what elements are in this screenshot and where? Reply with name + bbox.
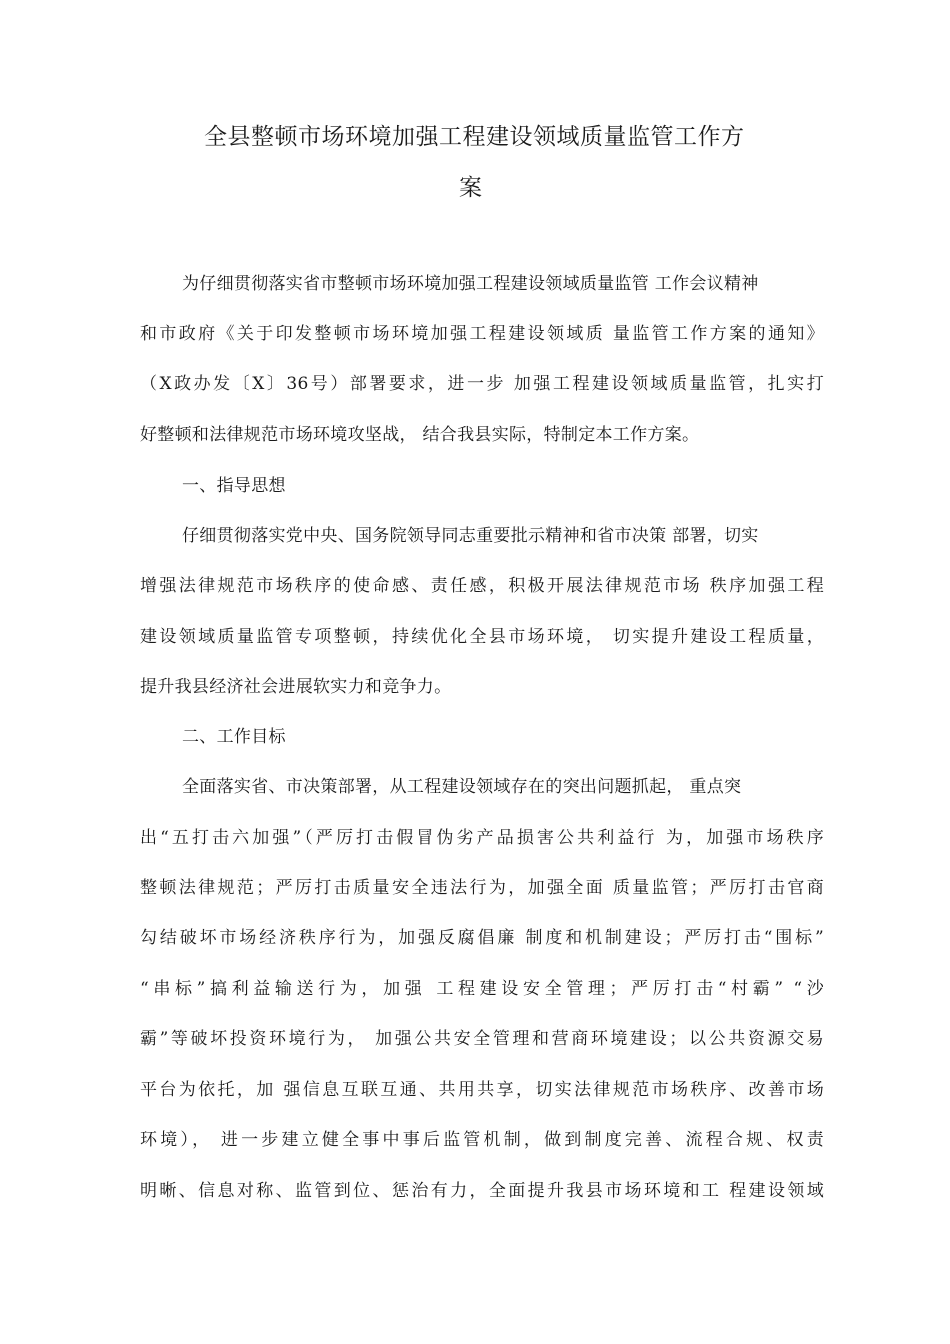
guiding-line: 增强法律规范市场秩序的使命感、责任感，积极开展法律规范市场 秩序加强工程	[140, 576, 824, 596]
goals-line: 整顿法律规范；严厉打击质量安全违法行为，加强全面 质量监管；严厉打击官商	[140, 878, 824, 898]
intro-line: （X政办发〔X〕36号）部署要求，进一步 加强工程建设领域质量监管，扎实打	[140, 374, 824, 394]
guiding-line: 提升我县经济社会进展软实力和竞争力。	[140, 677, 452, 697]
guiding-line: 仔细贯彻落实党中央、国务院领导同志重要批示精神和省市决策 部署，切实	[182, 526, 759, 546]
goals-line: “串标”搞利益输送行为，加强 工程建设安全管理；严厉打击“村霸” “沙	[140, 979, 824, 999]
intro-line: 和市政府《关于印发整顿市场环境加强工程建设领域质 量监管工作方案的通知》	[140, 324, 824, 344]
guiding-line: 建设领域质量监管专项整顿，持续优化全县市场环境， 切实提升建设工程质量，	[140, 627, 824, 647]
goals-line: 出“五打击六加强”（严厉打击假冒伪劣产品损害公共利益行 为，加强市场秩序	[140, 828, 824, 848]
goals-line: 霸”等破坏投资环境行为， 加强公共安全管理和营商环境建设；以公共资源交易	[140, 1029, 824, 1049]
goals-line: 环境）， 进一步建立健全事中事后监管机制，做到制度完善、流程合规、权责	[140, 1130, 824, 1150]
section-heading-goals: 二、工作目标	[182, 727, 286, 747]
document-title-line-1: 全县整顿市场环境加强工程建设领域质量监管工作方	[204, 124, 745, 150]
goals-line: 明晰、信息对称、监管到位、惩治有力，全面提升我县市场环境和工 程建设领域	[140, 1181, 824, 1201]
goals-line: 勾结破坏市场经济秩序行为，加强反腐倡廉 制度和机制建设；严厉打击“围标”	[140, 928, 824, 948]
document-title-line-2: 案	[459, 175, 483, 201]
goals-line: 平台为依托，加 强信息互联互通、共用共享，切实法律规范市场秩序、改善市场	[140, 1080, 824, 1100]
intro-line: 好整顿和法律规范市场环境攻坚战， 结合我县实际，特制定本工作方案。	[140, 425, 700, 445]
intro-line: 为仔细贯彻落实省市整顿市场环境加强工程建设领域质量监管 工作会议精神	[182, 274, 759, 294]
goals-line: 全面落实省、市决策部署，从工程建设领域存在的突出问题抓起， 重点突	[182, 777, 742, 797]
section-heading-guiding: 一、指导思想	[182, 476, 286, 496]
